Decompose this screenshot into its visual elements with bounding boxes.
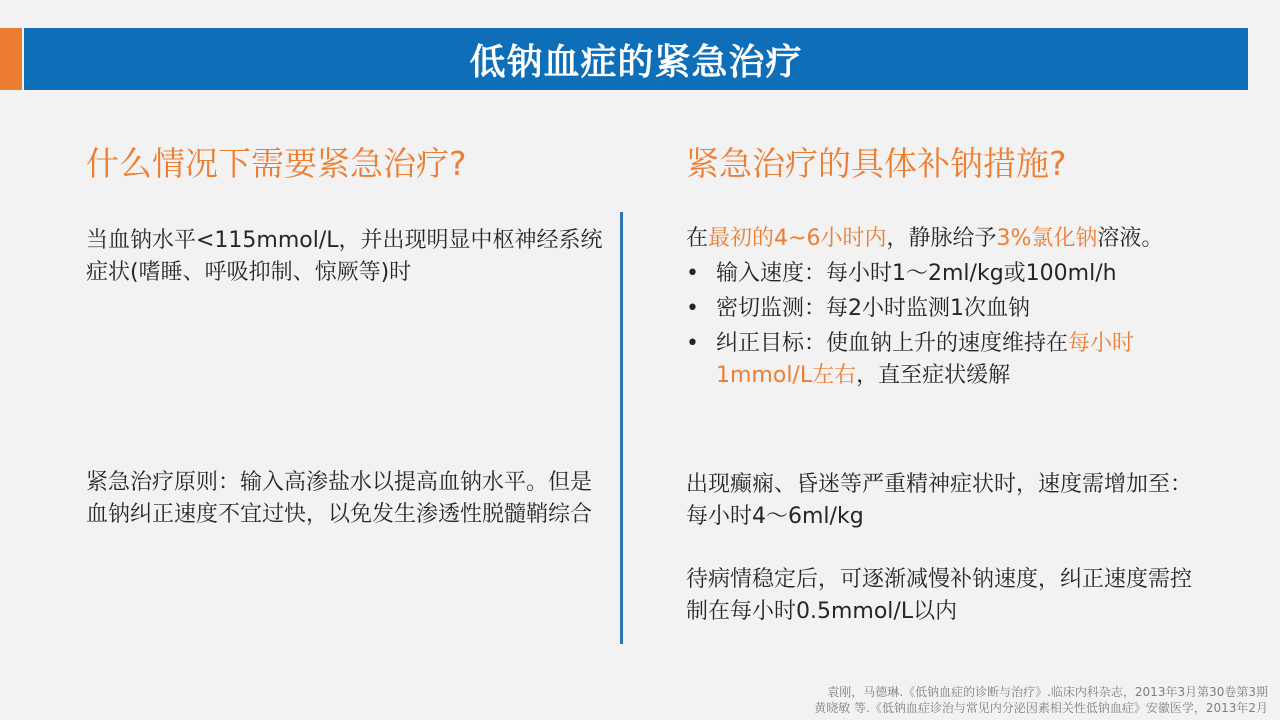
column-divider xyxy=(620,212,623,644)
reference-line: 袁刚，马德琳.《低钠血症的诊断与治疗》.临床内科杂志，2013年3月第30卷第3期 xyxy=(827,685,1268,699)
reference-line: 黄晓敏 等.《低钠血症诊治与常见内分泌因素相关性低钠血症》安徽医学，2013年2月 xyxy=(814,701,1268,715)
left-heading: 什么情况下需要紧急治疗? xyxy=(86,144,467,183)
list-item-text: 输入速度：每小时1～2ml/kg或100ml/h xyxy=(716,261,1117,286)
intro-text: ，静脉给予 xyxy=(886,226,997,251)
accent-bar xyxy=(0,28,22,90)
right-heading: 紧急治疗的具体补钠措施? xyxy=(686,144,1067,183)
list-item xyxy=(686,258,1206,290)
list-item-text: ，直至症状缓解 xyxy=(856,363,1011,388)
right-intro xyxy=(686,223,1226,255)
intro-highlight-solution: 3%氯化钠 xyxy=(996,226,1098,251)
list-item-highlight: 每小时1mmol/L左右 xyxy=(716,331,1135,388)
intro-highlight-duration: 最初的4~6小时内 xyxy=(708,226,887,251)
right-paragraph-maintenance: 待病情稳定后，可逐渐减慢补钠速度，纠正速度需控制在每小时0.5mmol/L以内 xyxy=(686,567,1193,624)
left-paragraph-criteria: 当血钠水平<115mmol/L，并出现明显中枢神经系统症状(嗜睡、呼吸抑制、惊厥等)时 xyxy=(86,228,603,285)
intro-text: 溶液。 xyxy=(1097,226,1164,251)
bullet-icon: • xyxy=(686,331,699,356)
right-paragraph-escalation: 出现癫痫、昏迷等严重精神症状时，速度需增加至：每小时4～6ml/kg xyxy=(686,472,1193,529)
title-bar xyxy=(24,28,1248,90)
measures-list xyxy=(686,258,1206,395)
bullet-icon: • xyxy=(686,296,699,321)
list-item-text: 密切监测：每2小时监测1次血钠 xyxy=(716,296,1030,321)
list-item xyxy=(686,328,1206,392)
list-item-text: 纠正目标：使血钠上升的速度维持在 xyxy=(716,331,1069,356)
intro-text: 在 xyxy=(686,226,709,251)
references xyxy=(814,684,1268,716)
list-item xyxy=(686,293,1206,325)
slide-title: 低钠血症的紧急治疗 xyxy=(469,41,803,83)
left-paragraph-principle: 紧急治疗原则：输入高渗盐水以提高血钠水平。但是血钠纠正速度不宜过快，以免发生渗透性脱髓鞘综合 xyxy=(86,470,593,527)
bullet-icon: • xyxy=(686,261,699,286)
